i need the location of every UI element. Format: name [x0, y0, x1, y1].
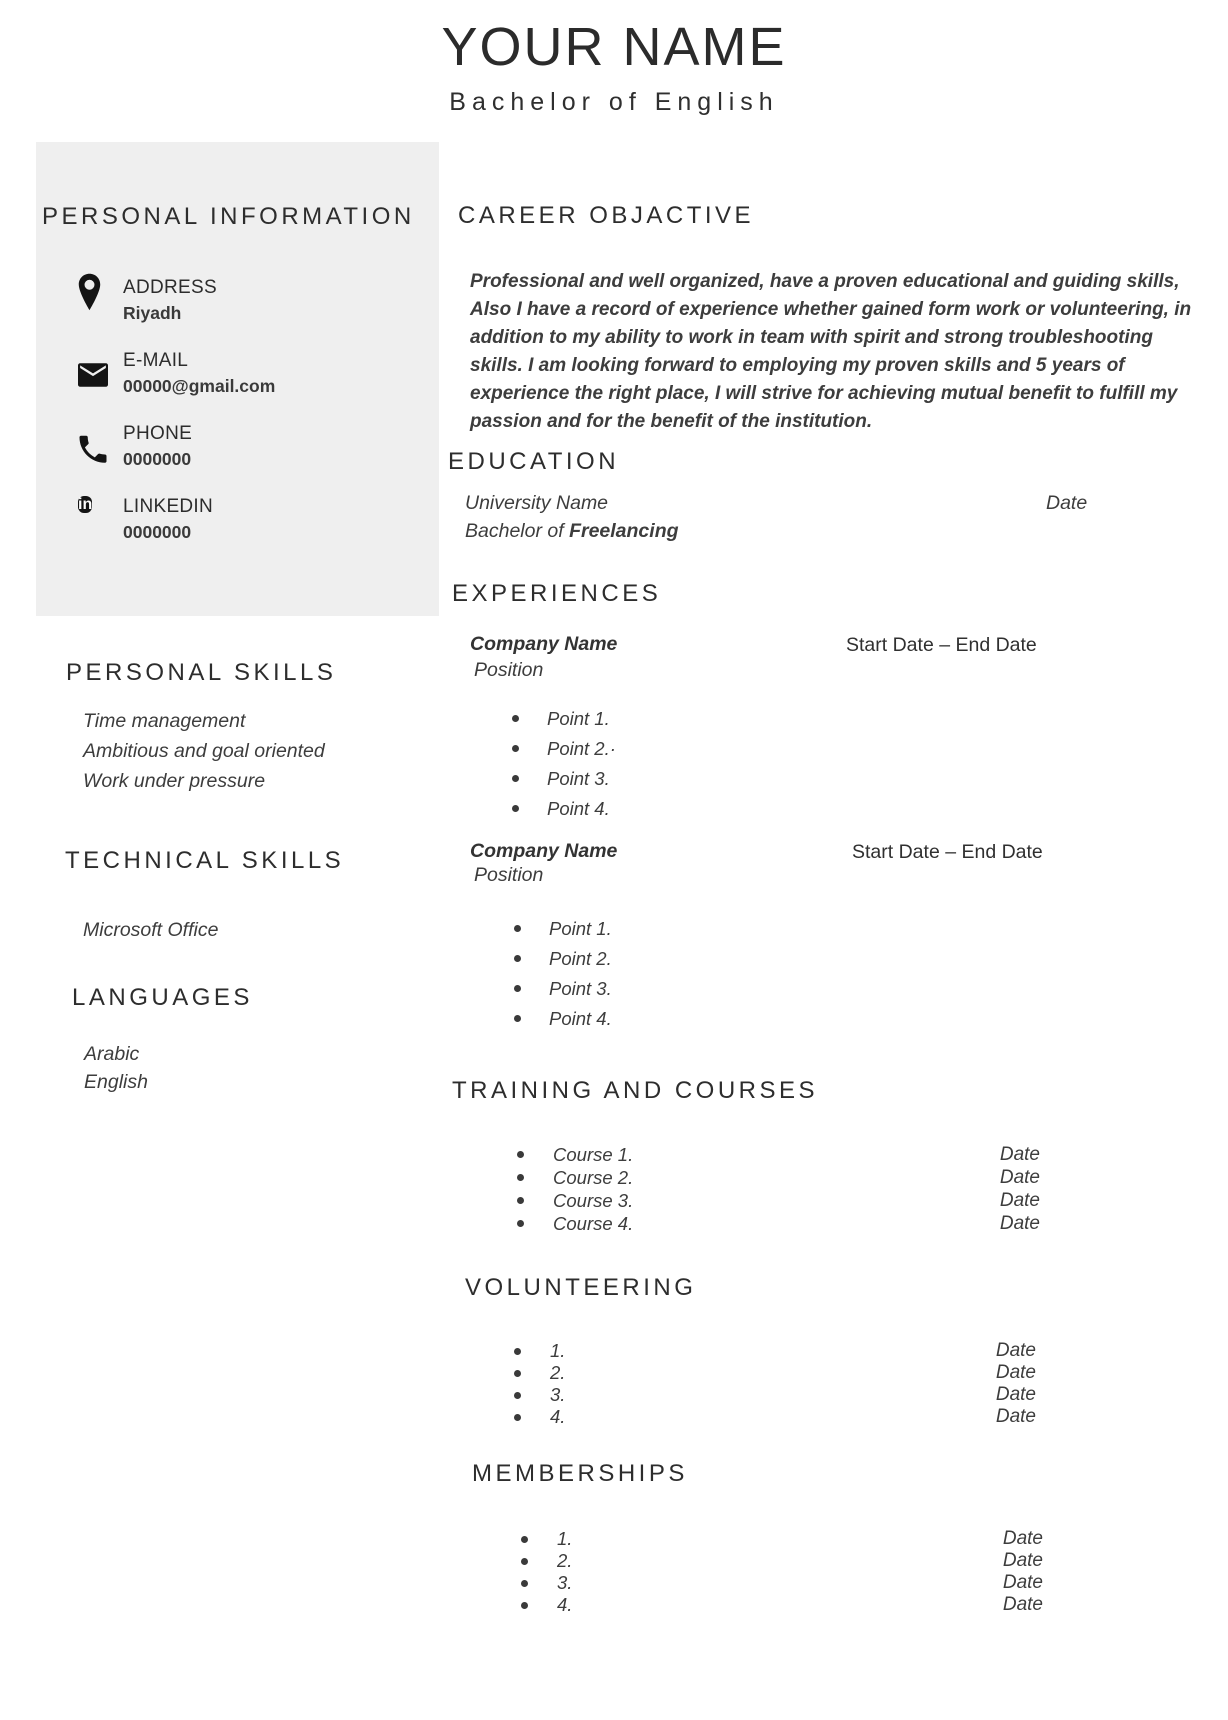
contact-item-address	[76, 273, 421, 337]
objective-line: Professional and well organized, have a proven educational and guiding skills,	[470, 271, 1180, 292]
job-position: Position	[474, 659, 544, 681]
career-objective-text	[470, 268, 1191, 436]
membership-row	[519, 1594, 1043, 1616]
volunteering-label: 1.	[550, 1340, 566, 1361]
training-courses-title: TRAINING AND COURSES	[452, 1077, 819, 1104]
degree-major: Freelancing	[569, 520, 679, 542]
course-label: Course 2.	[553, 1167, 634, 1188]
volunteering-row	[512, 1384, 1036, 1406]
languages-list	[84, 1040, 148, 1096]
course-row	[515, 1212, 1040, 1235]
course-row	[515, 1189, 1040, 1212]
volunteering-label: 4.	[550, 1406, 566, 1427]
volunteering-label: 2.	[550, 1362, 566, 1383]
contact-value: 00000@gmail.com	[123, 376, 276, 396]
personal-information-title: PERSONAL INFORMATION	[42, 203, 415, 230]
skill-item: Microsoft Office	[83, 919, 219, 941]
volunteering-date: Date	[995, 1362, 1036, 1383]
job-points-list	[510, 704, 616, 824]
membership-row	[519, 1572, 1043, 1594]
education-university: University Name	[465, 492, 609, 514]
contact-label: LINKEDIN	[123, 496, 214, 517]
course-label: Course 4.	[553, 1213, 634, 1234]
job-position: Position	[474, 864, 544, 886]
job-points-list	[512, 914, 612, 1034]
job-company: Company Name	[470, 840, 618, 862]
page-title: YOUR NAME	[441, 17, 787, 77]
job-point: Point 2.·	[510, 734, 616, 764]
contact-value: 0000000	[123, 449, 192, 469]
job-point: Point 1.	[512, 914, 612, 944]
skill-item: Ambitious and goal oriented	[83, 740, 325, 762]
training-courses-list	[515, 1143, 1040, 1235]
volunteering-row	[512, 1406, 1036, 1428]
job-date-range: Start Date – End Date	[852, 841, 1043, 863]
technical-skills-title: TECHNICAL SKILLS	[65, 847, 345, 874]
membership-date: Date	[1002, 1594, 1043, 1615]
contact-value: 0000000	[123, 522, 192, 542]
membership-label: 4.	[557, 1594, 573, 1615]
technical-skills-list	[83, 915, 218, 945]
job-point: Point 3.	[512, 974, 612, 1004]
membership-row	[519, 1550, 1043, 1572]
course-label: Course 1.	[553, 1144, 634, 1165]
contact-label: E-MAIL	[123, 350, 189, 371]
skill-item: Time management	[83, 710, 246, 732]
education-title: EDUCATION	[448, 448, 620, 475]
education-degree	[465, 519, 679, 543]
skill-item: Work under pressure	[83, 770, 266, 792]
course-row	[515, 1166, 1040, 1189]
language-item: Arabic	[84, 1043, 140, 1065]
course-date: Date	[999, 1190, 1040, 1211]
objective-line: passion and for the benefit of the institution.	[470, 411, 873, 432]
volunteering-list	[512, 1340, 1036, 1428]
education-date: Date	[1046, 492, 1088, 514]
linkedin-icon: in	[78, 496, 93, 513]
personal-skills-list	[83, 706, 325, 796]
language-item: English	[84, 1071, 148, 1093]
experiences-title: EXPERIENCES	[452, 580, 662, 607]
job-company: Company Name	[470, 633, 618, 655]
contact-item-linkedin	[76, 492, 421, 556]
volunteering-row	[512, 1340, 1036, 1362]
objective-line: addition to my ability to work in team with spirit and strong troubleshooting	[470, 327, 1153, 348]
job-point: Point 1.	[510, 704, 616, 734]
volunteering-date: Date	[995, 1406, 1036, 1427]
job-point: Point 4.	[510, 794, 616, 824]
volunteering-row	[512, 1362, 1036, 1384]
membership-label: 1.	[557, 1528, 573, 1549]
contact-item-phone	[76, 419, 421, 483]
course-label: Course 3.	[553, 1190, 634, 1211]
volunteering-label: 3.	[550, 1384, 566, 1405]
contact-item-email	[76, 346, 421, 410]
job-point: Point 3.	[510, 764, 616, 794]
email-icon	[78, 363, 108, 387]
objective-line: Also I have a record of experience whether gained form work or volunteering, in	[470, 299, 1192, 320]
membership-date: Date	[1002, 1572, 1043, 1593]
contact-label: PHONE	[123, 423, 193, 444]
languages-title: LANGUAGES	[72, 984, 253, 1011]
contact-label: ADDRESS	[123, 277, 217, 298]
location-pin-icon	[78, 273, 101, 311]
contact-value: Riyadh	[123, 303, 182, 323]
membership-date: Date	[1002, 1528, 1043, 1549]
volunteering-date: Date	[995, 1340, 1036, 1361]
membership-date: Date	[1002, 1550, 1043, 1571]
memberships-list	[519, 1528, 1043, 1616]
membership-row	[519, 1528, 1043, 1550]
job-date-range: Start Date – End Date	[846, 634, 1037, 656]
objective-line: experience the right place, I will strive for achieving mutual benefit to fulfill my	[470, 383, 1178, 404]
page-subtitle: Bachelor of English	[449, 88, 779, 116]
course-date: Date	[999, 1144, 1040, 1165]
objective-line: skills. I am looking forward to employing my proven skills and 5 years of	[470, 355, 1125, 376]
course-date: Date	[999, 1213, 1040, 1234]
memberships-title: MEMBERSHIPS	[472, 1460, 688, 1487]
membership-label: 3.	[557, 1572, 573, 1593]
volunteering-date: Date	[995, 1384, 1036, 1405]
career-objective-title: CAREER OBJACTIVE	[458, 202, 755, 229]
degree-prefix: Bachelor of	[465, 520, 570, 542]
job-point: Point 2.	[512, 944, 612, 974]
course-row	[515, 1143, 1040, 1166]
personal-skills-title: PERSONAL SKILLS	[66, 659, 337, 686]
course-date: Date	[999, 1167, 1040, 1188]
job-point: Point 4.	[512, 1004, 612, 1034]
membership-label: 2.	[557, 1550, 573, 1571]
phone-icon	[78, 435, 108, 465]
volunteering-title: VOLUNTEERING	[465, 1274, 697, 1301]
